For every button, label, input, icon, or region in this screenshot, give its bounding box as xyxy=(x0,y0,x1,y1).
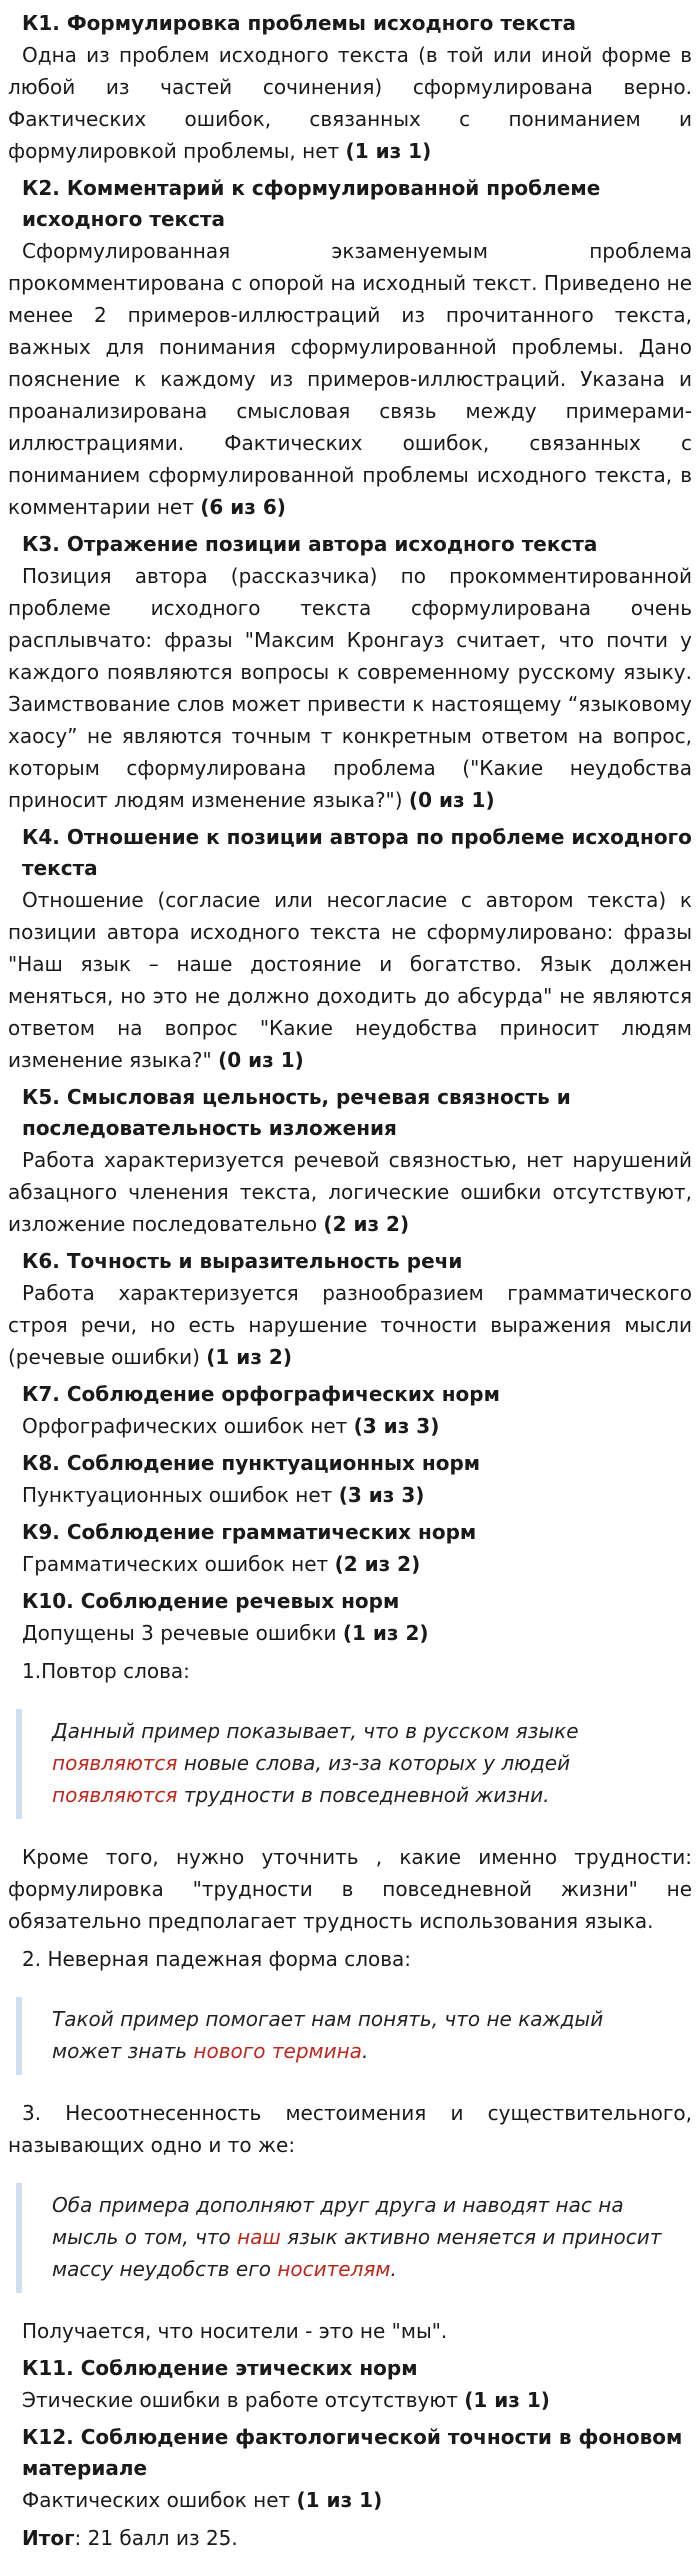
k10-comment1: Кроме того, нужно уточнить , какие именно трудности: формулировка "трудности в повседневной жизни" не обязательно предполагает трудность использования языка. xyxy=(8,1845,692,1933)
criterion-k9-score: (2 из 2) xyxy=(334,1552,421,1576)
quote3-part2: мысль о том, что xyxy=(52,2225,231,2249)
criterion-k4-body: Отношение (согласие или несогласие с автором текста) к позиции автора исходного текста не сформулировано: фразы "Наш язык – наше достояние и богатство. Язык должен меняться, но это не должно доходить до абсурда" не являются ответом на вопрос "Какие неудобства приносит людям изменение языка?" xyxy=(8,888,692,1072)
criterion-k11-text xyxy=(8,2384,692,2416)
quote3-part1: Оба примера дополняют друг друга и наводят нас на xyxy=(52,2193,624,2217)
criterion-k10-body: Допущены 3 речевые ошибки xyxy=(22,1621,337,1645)
criterion-k4-text xyxy=(8,884,692,1076)
quote3-error-word-1: наш xyxy=(237,2225,281,2249)
criterion-k7-title: К7. Соблюдение орфографических норм xyxy=(22,1382,500,1406)
k10-quote2 xyxy=(16,1997,692,2075)
criterion-k7-body: Орфографических ошибок нет xyxy=(22,1414,348,1438)
criterion-k2-body: Сформулированная экзаменуемым проблема прокомментирована с опорой на исходный текст. Приведено не менее 2 примеров-иллюстраций из прочитанного текста, важных для понимания сформулированной проблемы. Дано пояснение к каждому из примеров-иллюстраций. Указана и проанализирована смысловая связь между примерами-иллюстрациями. Фактических ошибок, связанных с пониманием сформулированной проблемы исходного текста, в комментарии нет xyxy=(8,239,692,519)
criterion-k9-body: Грамматических ошибок нет xyxy=(22,1552,329,1576)
quote3-part5: . xyxy=(390,2257,397,2281)
criterion-k7-text xyxy=(8,1410,692,1442)
quote2-part1: Такой пример помогает нам понять, что не каждый xyxy=(52,2007,604,2031)
criterion-k12-body: Фактических ошибок нет xyxy=(22,2488,291,2512)
criterion-k3-text xyxy=(8,560,692,816)
quote3-part3: язык активно меняется и приносит xyxy=(287,2225,662,2249)
criterion-k6-text xyxy=(8,1277,692,1373)
criterion-k2-title: К2. Комментарий к сформулированной проблеме исходного текста xyxy=(22,176,601,231)
criterion-k1-title: К1. Формулировка проблемы исходного текста xyxy=(22,11,577,35)
criterion-k2-score: (6 из 6) xyxy=(200,495,286,519)
criterion-k5-title: К5. Смысловая цельность, речевая связность и последовательность изложения xyxy=(22,1085,571,1140)
quote3-error-word-2: носителям xyxy=(277,2257,391,2281)
k10-item1-label: 1.Повтор слова: xyxy=(22,1659,190,1683)
criterion-k3-body: Позиция автора (рассказчика) по прокомментированной проблеме исходного текста сформулирована очень расплывчато: фразы "Максим Кронгауз считает, что почти у каждого появляются вопросы к современному русскому языку. Заимствование слов может привести к настоящему “языковому хаосу” не являются точным т конкретным ответом на вопрос, которым сформулирована проблема ("Какие неудобства приносит людям изменение языка?") xyxy=(8,564,692,812)
k10-item3-label: 3. Несоотнесенность местоимения и существительного, называющих одно и то же: xyxy=(8,2101,692,2157)
criterion-k12-text xyxy=(8,2484,692,2516)
criterion-k10-title: К10. Соблюдение речевых норм xyxy=(22,1589,400,1613)
k10-quote3 xyxy=(16,2183,692,2293)
quote2-part2: может знать xyxy=(52,2039,188,2063)
criterion-k8-text xyxy=(8,1479,692,1511)
criterion-k3-title: К3. Отражение позиции автора исходного текста xyxy=(22,532,598,556)
quote1-part1: Данный пример показывает, что в русском языке xyxy=(52,1719,579,1743)
criterion-k1-text xyxy=(8,39,692,167)
quote1-error-word-1: появляются xyxy=(52,1751,178,1775)
criterion-k8-score: (3 из 3) xyxy=(338,1483,425,1507)
criterion-k11-score: (1 из 1) xyxy=(464,2388,550,2412)
criterion-k9-text xyxy=(8,1548,692,1580)
criterion-k4-score: (0 из 1) xyxy=(218,1048,304,1072)
k10-item2-label: 2. Неверная падежная форма слова: xyxy=(22,1947,412,1971)
criterion-k10-text xyxy=(8,1617,692,1649)
criterion-k6-body: Работа характеризуется разнообразием грамматического строя речи, но есть нарушение точности выражения мысли (речевые ошибки) xyxy=(8,1281,692,1369)
criterion-k12-score: (1 из 1) xyxy=(296,2488,383,2512)
criterion-k3-score: (0 из 1) xyxy=(408,788,495,812)
criterion-k8-body: Пунктуационных ошибок нет xyxy=(22,1483,333,1507)
quote1-error-word-2: появляются xyxy=(52,1783,178,1807)
quote1-part3: трудности в повседневной жизни. xyxy=(183,1783,550,1807)
quote2-part3: . xyxy=(361,2039,369,2063)
quote3-part4: массу неудобств его xyxy=(52,2257,271,2281)
criterion-k1-score: (1 из 1) xyxy=(345,139,432,163)
criterion-k1-body: Одна из проблем исходного текста (в той или иной форме в любой из частей сочинения) сформулирована верно. Фактических ошибок, связанных с пониманием и формулировкой проблемы, нет xyxy=(8,43,692,163)
criterion-k11-body: Этические ошибки в работе отсутствуют xyxy=(22,2388,458,2412)
criterion-k10-score: (1 из 2) xyxy=(342,1621,429,1645)
total-value: : 21 балл из 25. xyxy=(74,2526,238,2550)
criterion-k11-title: К11. Соблюдение этических норм xyxy=(22,2356,418,2380)
criterion-k6-score: (1 из 2) xyxy=(206,1345,292,1369)
criterion-k5-body: Работа характеризуется речевой связностью, нет нарушений абзацного членения текста, логические ошибки отсутствуют, изложение последовательно xyxy=(8,1148,692,1236)
criterion-k5-score: (2 из 2) xyxy=(323,1212,410,1236)
criterion-k6-title: К6. Точность и выразительность речи xyxy=(22,1249,463,1273)
quote2-error-phrase: нового термина xyxy=(193,2039,362,2063)
criterion-k5-text xyxy=(8,1144,692,1240)
quote1-part2: новые слова, из-за которых у людей xyxy=(183,1751,571,1775)
criterion-k7-score: (3 из 3) xyxy=(353,1414,440,1438)
criterion-k4-title: К4. Отношение к позиции автора по проблеме исходного текста xyxy=(22,825,692,880)
k10-comment3: Получается, что носители - это не "мы". xyxy=(22,2319,448,2343)
total-label: Итог xyxy=(22,2526,75,2550)
total-score xyxy=(8,2522,692,2554)
criterion-k8-title: К8. Соблюдение пунктуационных норм xyxy=(22,1451,481,1475)
criterion-k2-text xyxy=(8,235,692,523)
criterion-k9-title: К9. Соблюдение грамматических норм xyxy=(22,1520,477,1544)
criterion-k12-title: К12. Соблюдение фактологической точности в фоновом материале xyxy=(22,2425,683,2480)
k10-quote1 xyxy=(16,1709,692,1819)
